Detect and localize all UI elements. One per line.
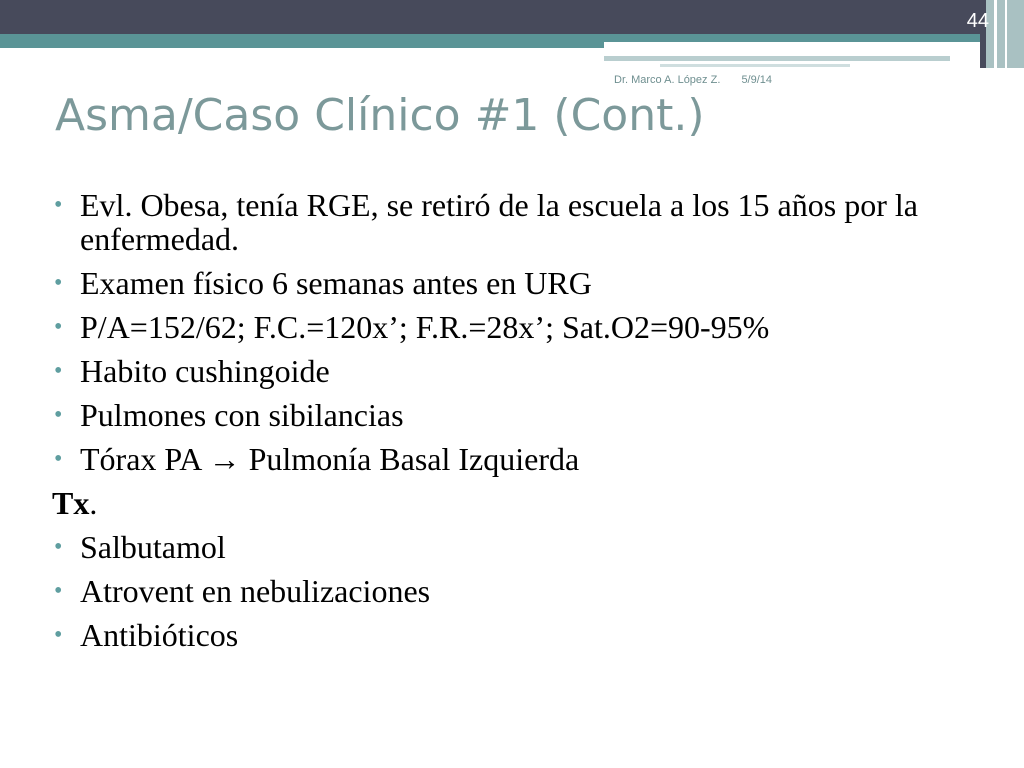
bullet-list-treatment [52,530,952,652]
footer-author: Dr. Marco A. López Z. [614,74,721,86]
bullet-text: P/A=152/62; F.C.=120x’; F.R.=28x’; Sat.O2=90-95% [80,309,770,345]
bullet-item [52,188,952,256]
header-accent-line [604,56,950,61]
bullet-text: Habito cushingoide [80,353,330,389]
bullet-item [52,310,952,344]
bullet-text: Evl. Obesa, tenía RGE, se retiró de la escuela a los 15 años por la enfermedad. [80,187,918,257]
header-gap [604,42,1024,52]
bullet-icon: • [54,270,63,296]
bullet-item [52,530,952,564]
footer-date: 5/9/14 [741,74,773,86]
bullet-icon: • [54,402,63,428]
bullet-text: Antibióticos [80,617,239,653]
bullet-icon: • [54,358,63,384]
bullet-icon: • [54,446,63,472]
bullet-icon: • [54,192,63,218]
bullet-item [52,398,952,432]
treatment-heading [52,486,952,520]
bullet-text: Examen físico 6 semanas antes en URG [80,265,592,301]
bullet-item [52,442,952,476]
bullet-text: Salbutamol [80,529,226,565]
bullet-icon: • [54,622,63,648]
bullet-item [52,574,952,608]
bullet-item [52,354,952,388]
bullet-text: Atrovent en nebulizaciones [80,573,431,609]
bullet-list-findings [52,188,952,476]
bullet-icon: • [54,534,63,560]
bullet-icon: • [54,578,63,604]
bullet-icon: • [54,314,63,340]
bullet-item [52,266,952,300]
slide-body [52,188,952,662]
bullet-text: Tórax PA → Pulmonía Basal Izquierda [80,441,580,477]
slide-title: Asma/Caso Clínico #1 (Cont.) [55,90,705,141]
bullet-item [52,618,952,652]
header-dark-band [0,0,1024,34]
treatment-suffix: . [89,485,98,521]
header-accent-line-thin [660,64,850,67]
slide-footer [614,74,772,86]
treatment-label: Tx [52,485,90,521]
bullet-text: Pulmones con sibilancias [80,397,404,433]
slide-number: 44 [966,10,989,32]
